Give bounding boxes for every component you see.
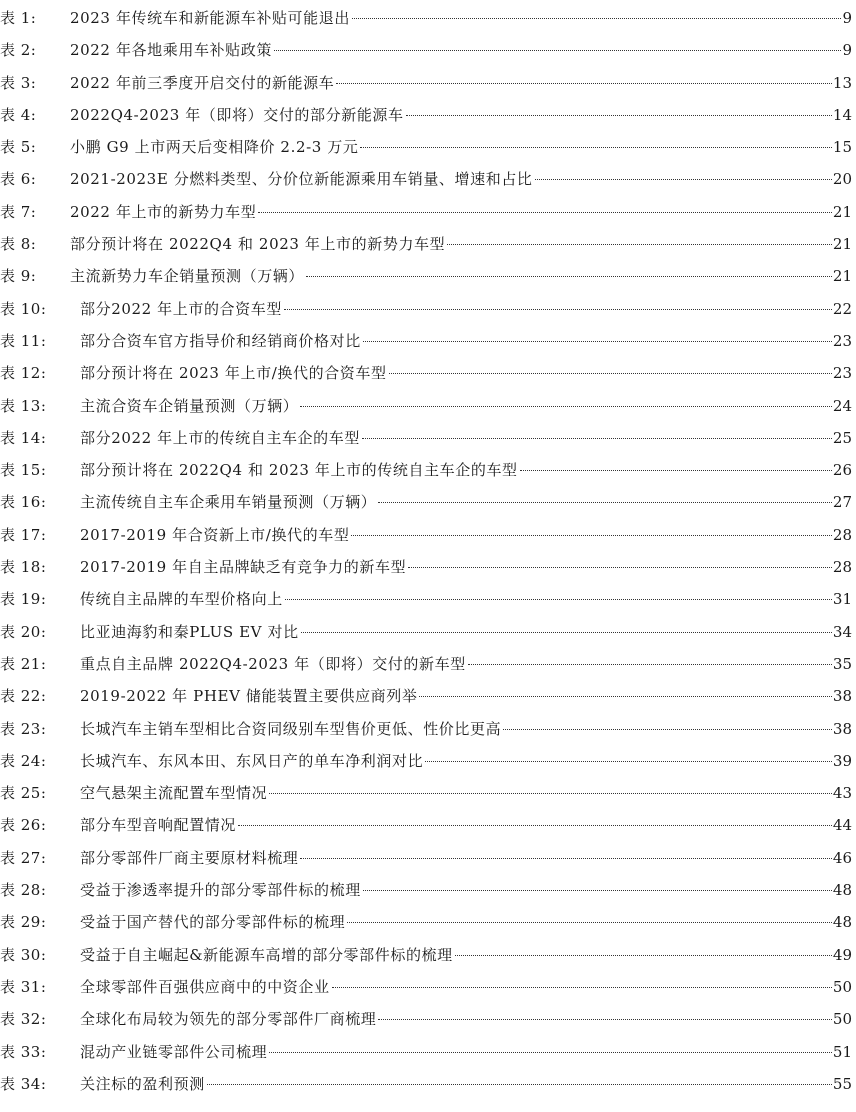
toc-entry-title[interactable]: 2021-2023E 分燃料类型、分价位新能源乘用车销量、增速和占比 bbox=[70, 170, 533, 189]
toc-entry-label: 表 29: bbox=[0, 913, 47, 932]
dot-leader bbox=[269, 1052, 832, 1053]
toc-entry-page-number[interactable]: 51 bbox=[832, 1042, 852, 1061]
toc-entry-title[interactable]: 2022 年各地乘用车补贴政策 bbox=[70, 41, 272, 60]
toc-entry-label: 表 34: bbox=[0, 1074, 47, 1093]
toc-entry-label: 表 18: bbox=[0, 558, 47, 577]
toc-entry[interactable] bbox=[0, 809, 852, 841]
toc-entry-page-number[interactable]: 43 bbox=[832, 784, 852, 803]
toc-entry-page-number[interactable]: 49 bbox=[832, 945, 852, 964]
toc-entry-label: 表 15: bbox=[0, 461, 47, 480]
toc-entry-title[interactable]: 混动产业链零部件公司梳理 bbox=[80, 1042, 268, 1061]
dot-leader bbox=[284, 309, 832, 310]
dot-leader bbox=[238, 825, 832, 826]
toc-entry-title[interactable]: 主流合资车企销量预测（万辆） bbox=[80, 396, 299, 415]
dot-leader bbox=[306, 276, 832, 277]
toc-entry-label: 表 6: bbox=[0, 170, 37, 189]
toc-entry-label: 表 12: bbox=[0, 364, 47, 383]
toc-entry-title[interactable]: 2017-2019 年自主品牌缺乏有竞争力的新车型 bbox=[80, 558, 407, 577]
toc-entry-page-number[interactable]: 31 bbox=[832, 590, 852, 609]
dot-leader bbox=[503, 729, 832, 730]
toc-entry-page-number[interactable]: 9 bbox=[842, 41, 852, 60]
toc-entry-title[interactable]: 比亚迪海豹和秦PLUS EV 对比 bbox=[80, 622, 299, 641]
toc-entry[interactable] bbox=[0, 228, 852, 260]
dot-leader bbox=[406, 115, 832, 116]
toc-entry-label: 表 25: bbox=[0, 784, 47, 803]
toc-entry-title[interactable]: 受益于自主崛起&新能源车高增的部分零部件标的梳理 bbox=[80, 945, 453, 964]
toc-entry-page-number[interactable]: 50 bbox=[832, 1010, 852, 1029]
dot-leader bbox=[535, 179, 832, 180]
toc-entry-page-number[interactable]: 21 bbox=[832, 202, 852, 221]
toc-entry[interactable] bbox=[0, 713, 852, 745]
toc-entry-page-number[interactable]: 23 bbox=[832, 331, 852, 350]
toc-entry-label: 表 19: bbox=[0, 590, 47, 609]
toc-entry[interactable] bbox=[0, 551, 852, 583]
toc-entry[interactable] bbox=[0, 390, 852, 422]
dot-leader bbox=[425, 761, 832, 762]
toc-entry-page-number[interactable]: 25 bbox=[832, 428, 852, 447]
toc-entry[interactable] bbox=[0, 777, 852, 809]
dot-leader bbox=[378, 1019, 832, 1020]
toc-entry[interactable] bbox=[0, 163, 852, 195]
toc-entry-label: 表 21: bbox=[0, 654, 47, 673]
toc-entry-page-number[interactable]: 34 bbox=[832, 622, 852, 641]
toc-entry[interactable] bbox=[0, 971, 852, 1003]
toc-entry-label: 表 24: bbox=[0, 751, 47, 770]
toc-entry-title[interactable]: 部分预计将在 2022Q4 和 2023 年上市的新势力车型 bbox=[70, 235, 446, 254]
dot-leader bbox=[419, 696, 831, 697]
toc-entry-title[interactable]: 2017-2019 年合资新上市/换代的车型 bbox=[80, 525, 350, 544]
dot-leader bbox=[447, 244, 832, 245]
toc-entry-page-number[interactable]: 27 bbox=[832, 493, 852, 512]
dot-leader bbox=[389, 373, 832, 374]
toc-entry-title[interactable]: 小鹏 G9 上市两天后变相降价 2.2-3 万元 bbox=[70, 138, 359, 157]
toc-entry-page-number[interactable]: 13 bbox=[832, 73, 852, 92]
toc-entry-label: 表 3: bbox=[0, 73, 37, 92]
toc-entry-title[interactable]: 关注标的盈利预测 bbox=[80, 1074, 205, 1093]
toc-entry-title[interactable]: 2022 年前三季度开启交付的新能源车 bbox=[70, 73, 335, 92]
toc-entry[interactable] bbox=[0, 874, 852, 906]
toc-entry[interactable] bbox=[0, 2, 852, 34]
dot-leader bbox=[351, 535, 831, 536]
toc-entry-page-number[interactable]: 9 bbox=[842, 9, 852, 27]
toc-entry[interactable] bbox=[0, 1003, 852, 1035]
toc-entry-label: 表 22: bbox=[0, 687, 47, 706]
toc-entry-page-number[interactable]: 14 bbox=[832, 105, 852, 124]
toc-entry-page-number[interactable]: 48 bbox=[832, 913, 852, 932]
toc-entry-title[interactable]: 长城汽车、东风本田、东风日产的单车净利润对比 bbox=[80, 751, 424, 770]
dot-leader bbox=[269, 793, 832, 794]
toc-entry[interactable] bbox=[0, 99, 852, 131]
dot-leader bbox=[352, 18, 842, 19]
toc-entry-page-number[interactable]: 55 bbox=[832, 1074, 852, 1093]
dot-leader bbox=[360, 147, 831, 148]
toc-entry-label: 表 7: bbox=[0, 202, 37, 221]
toc-entry[interactable] bbox=[0, 939, 852, 971]
dot-leader bbox=[332, 987, 832, 988]
toc-entry-label: 表 8: bbox=[0, 235, 37, 254]
toc-entry-title[interactable]: 部分2022 年上市的合资车型 bbox=[80, 299, 282, 318]
toc-entry-label: 表 1: bbox=[0, 9, 37, 27]
dot-leader bbox=[520, 470, 832, 471]
toc-entry-title[interactable]: 重点自主品牌 2022Q4-2023 年（即将）交付的新车型 bbox=[80, 654, 466, 673]
toc-entry-page-number[interactable]: 44 bbox=[832, 816, 852, 835]
dot-leader bbox=[301, 632, 832, 633]
toc-entry-label: 表 4: bbox=[0, 105, 37, 124]
toc-entry-title[interactable]: 受益于国产替代的部分零部件标的梳理 bbox=[80, 913, 346, 932]
dot-leader bbox=[347, 922, 832, 923]
toc-entry[interactable] bbox=[0, 325, 852, 357]
toc-entry-page-number[interactable]: 35 bbox=[832, 654, 852, 673]
dot-leader bbox=[468, 664, 832, 665]
dot-leader bbox=[363, 890, 832, 891]
toc-entry-label: 表 30: bbox=[0, 945, 47, 964]
toc-entry-label: 表 28: bbox=[0, 881, 47, 900]
toc-entry[interactable] bbox=[0, 1036, 852, 1068]
toc-entry-label: 表 9: bbox=[0, 267, 37, 286]
toc-entry-label: 表 20: bbox=[0, 622, 47, 641]
toc-entry[interactable] bbox=[0, 260, 852, 292]
toc-entry-page-number[interactable]: 28 bbox=[832, 558, 852, 577]
toc-entry[interactable] bbox=[0, 293, 852, 325]
toc-entry-title[interactable]: 部分2022 年上市的传统自主车企的车型 bbox=[80, 428, 360, 447]
toc-entry-label: 表 33: bbox=[0, 1042, 47, 1061]
dot-leader bbox=[300, 858, 832, 859]
dot-leader bbox=[363, 341, 832, 342]
toc-entry-title[interactable]: 2019-2022 年 PHEV 储能装置主要供应商列举 bbox=[80, 687, 418, 706]
toc-entry-page-number[interactable]: 39 bbox=[832, 751, 852, 770]
toc-entry[interactable] bbox=[0, 196, 852, 228]
toc-entry-label: 表 14: bbox=[0, 428, 47, 447]
toc-entry[interactable] bbox=[0, 648, 852, 680]
toc-entry-page-number[interactable]: 20 bbox=[832, 170, 852, 189]
toc-entry-label: 表 5: bbox=[0, 138, 37, 157]
toc-entry-page-number[interactable]: 22 bbox=[832, 299, 852, 318]
toc-entry[interactable] bbox=[0, 67, 852, 99]
dot-leader bbox=[258, 212, 832, 213]
toc-entry-label: 表 17: bbox=[0, 525, 47, 544]
toc-entry-title[interactable]: 部分车型音响配置情况 bbox=[80, 816, 237, 835]
toc-entry-label: 表 31: bbox=[0, 977, 47, 996]
toc-entry-title[interactable]: 2022 年上市的新势力车型 bbox=[70, 202, 257, 221]
dot-leader bbox=[408, 567, 832, 568]
toc-entry[interactable] bbox=[0, 422, 852, 454]
toc-entry-title[interactable]: 空气悬架主流配置车型情况 bbox=[80, 784, 268, 803]
toc-entry-title[interactable]: 全球零部件百强供应商中的中资企业 bbox=[80, 977, 330, 996]
toc-entry-title[interactable]: 受益于渗透率提升的部分零部件标的梳理 bbox=[80, 881, 361, 900]
toc-entry-page-number[interactable]: 38 bbox=[832, 719, 852, 738]
toc-entry-title[interactable]: 主流传统自主车企乘用车销量预测（万辆） bbox=[80, 493, 377, 512]
toc-entry-label: 表 23: bbox=[0, 719, 47, 738]
toc-entry[interactable] bbox=[0, 616, 852, 648]
toc-entry-label: 表 27: bbox=[0, 848, 47, 867]
toc-entry-title[interactable]: 部分预计将在 2023 年上市/换代的合资车型 bbox=[80, 364, 387, 383]
toc-entry-page-number[interactable]: 24 bbox=[832, 396, 852, 415]
toc-entry[interactable] bbox=[0, 486, 852, 518]
toc-entry[interactable] bbox=[0, 454, 852, 486]
toc-entry-title[interactable]: 部分零部件厂商主要原材料梳理 bbox=[80, 848, 299, 867]
toc-entry[interactable] bbox=[0, 745, 852, 777]
toc-entry[interactable] bbox=[0, 583, 852, 615]
dot-leader bbox=[362, 438, 832, 439]
dot-leader bbox=[300, 406, 832, 407]
toc-entry[interactable] bbox=[0, 680, 852, 712]
toc-entry[interactable] bbox=[0, 1068, 852, 1100]
dot-leader bbox=[378, 502, 832, 503]
toc-entry-label: 表 2: bbox=[0, 41, 37, 60]
toc-entry-title[interactable]: 主流新势力车企销量预测（万辆） bbox=[70, 267, 305, 286]
toc-entry-page-number[interactable]: 46 bbox=[832, 848, 852, 867]
toc-entry-title[interactable]: 部分合资车官方指导价和经销商价格对比 bbox=[80, 331, 361, 350]
toc-entry-label: 表 11: bbox=[0, 331, 47, 350]
toc-entry[interactable] bbox=[0, 519, 852, 551]
toc-entry-title[interactable]: 2023 年传统车和新能源车补贴可能退出 bbox=[70, 9, 350, 27]
toc-entry[interactable] bbox=[0, 906, 852, 938]
toc-entry-label: 表 10: bbox=[0, 299, 47, 318]
toc-entry-title[interactable]: 2022Q4-2023 年（即将）交付的部分新能源车 bbox=[70, 105, 404, 124]
toc-entry-page-number[interactable]: 21 bbox=[832, 267, 852, 286]
toc-entry-page-number[interactable]: 23 bbox=[832, 364, 852, 383]
toc-entry[interactable] bbox=[0, 357, 852, 389]
dot-leader bbox=[455, 955, 832, 956]
toc-entry-page-number[interactable]: 48 bbox=[832, 881, 852, 900]
dot-leader bbox=[274, 50, 842, 51]
toc-entry-page-number[interactable]: 50 bbox=[832, 977, 852, 996]
dot-leader bbox=[207, 1084, 832, 1085]
toc-entry-title[interactable]: 部分预计将在 2022Q4 和 2023 年上市的传统自主车企的车型 bbox=[80, 461, 518, 480]
toc-entry-label: 表 26: bbox=[0, 816, 47, 835]
toc-entry-title[interactable]: 全球化布局较为领先的部分零部件厂商梳理 bbox=[80, 1010, 377, 1029]
toc-entry-label: 表 16: bbox=[0, 493, 47, 512]
toc-entry-title[interactable]: 长城汽车主销车型相比合资同级别车型售价更低、性价比更高 bbox=[80, 719, 502, 738]
toc-entry[interactable] bbox=[0, 34, 852, 66]
toc-entry-page-number[interactable]: 21 bbox=[832, 235, 852, 254]
toc-entry-label: 表 32: bbox=[0, 1010, 47, 1029]
dot-leader bbox=[285, 599, 832, 600]
toc-entry-page-number[interactable]: 15 bbox=[832, 138, 852, 157]
toc-entry[interactable] bbox=[0, 131, 852, 163]
dot-leader bbox=[336, 83, 832, 84]
table-of-tables bbox=[0, 2, 852, 1100]
toc-entry-page-number[interactable]: 28 bbox=[832, 525, 852, 544]
toc-entry-page-number[interactable]: 26 bbox=[832, 461, 852, 480]
toc-entry-page-number[interactable]: 38 bbox=[832, 687, 852, 706]
toc-entry-title[interactable]: 传统自主品牌的车型价格向上 bbox=[80, 590, 283, 609]
toc-entry-label: 表 13: bbox=[0, 396, 47, 415]
toc-entry[interactable] bbox=[0, 842, 852, 874]
